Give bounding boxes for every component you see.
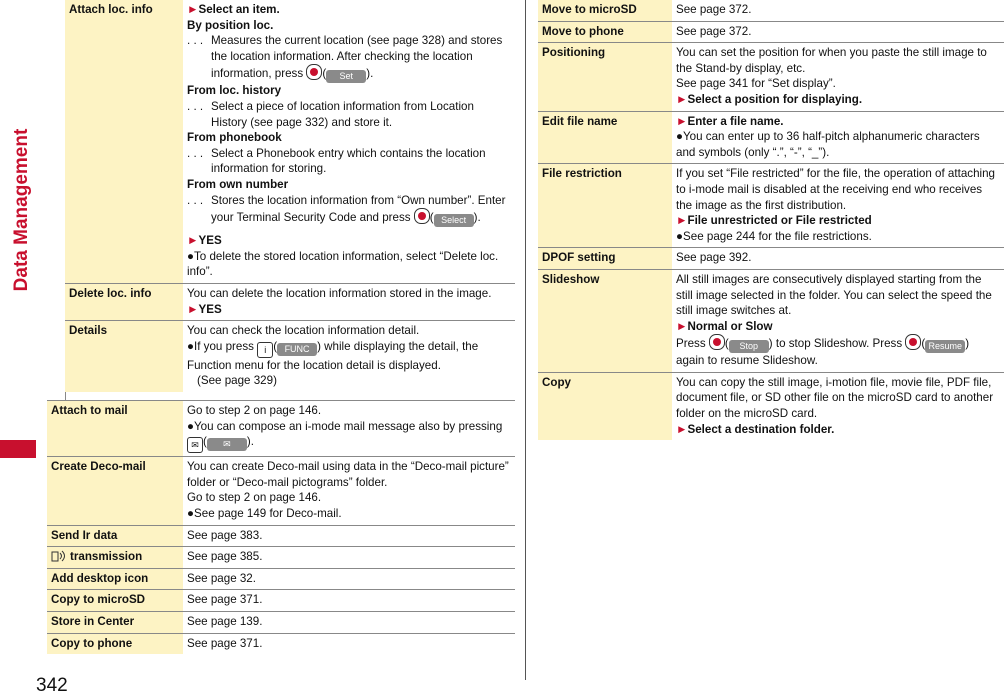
row-text: If you set “File restricted” for the file, the operation of attaching to i-mode mail is disabled at the receiving end who receives the image as the first distribution. — [676, 167, 995, 212]
row-text: All still images are consecutively displayed starting from the still image selected in the folder. You can select the speed the still image switches at. — [676, 272, 992, 318]
option-heading: By position loc. — [187, 18, 274, 32]
option-desc: Select a piece of location information from Location History (see page 332) and store it. — [211, 99, 474, 129]
row-text: Go to step 2 on page 146. — [187, 491, 322, 505]
table-row — [47, 401, 515, 457]
row-value: You can delete the location information stored in the image. ►YES — [183, 283, 515, 320]
note-text: See page 149 for Deco-mail. — [194, 506, 342, 520]
row-value: Go to step 2 on page 146. ●You can compose an i-mode mail message also by pressing ✉ ( ✉ ). — [183, 401, 515, 457]
row-key: Store in Center — [47, 611, 183, 633]
row-text: You can delete the location information stored in the image. — [187, 286, 492, 300]
note-text: You can enter up to 36 half-pitch alphanumeric characters and symbols (only “.”, “-”, “_”). — [676, 130, 980, 159]
table-row — [65, 0, 515, 283]
softkey-resume: Resume — [925, 340, 965, 353]
table-row — [47, 457, 515, 525]
row-key: Move to phone — [538, 21, 672, 43]
row-value: See page 32. — [183, 568, 515, 590]
row-key: Attach to mail — [47, 401, 183, 457]
row-value: You can copy the still image, i-motion file, movie file, PDF file, document file, or SD other file on the microSD card to another folder on the microSD card. ►Select a destination folder. — [672, 372, 1004, 440]
row-value: You can set the position for when you paste the still image to the Stand-by display, etc. See page 341 for “Set display”. ►Select a position for displaying. — [672, 43, 1004, 111]
mail-key-icon: ✉ — [187, 437, 203, 453]
row-text: Press — [676, 337, 706, 351]
row-key: Positioning — [538, 43, 672, 111]
row-key: Copy — [538, 372, 672, 440]
page-number: 342 — [36, 675, 68, 696]
row-value: See page 372. — [672, 21, 1004, 43]
row-key: Copy to microSD — [47, 590, 183, 612]
row-value: See page 371. — [187, 636, 263, 650]
option-heading: From phonebook — [187, 131, 282, 145]
row-text: See page 341 for “Set display”. — [676, 77, 836, 91]
softkey-select: Select — [434, 214, 474, 227]
table-row — [47, 633, 515, 654]
table-row — [47, 590, 515, 612]
row-key: Attach loc. info — [65, 0, 183, 283]
section-label: Data Management — [11, 128, 32, 292]
i-appli-key-icon: i — [257, 342, 273, 358]
row-text: You can copy the still image, i-motion file, movie file, PDF file, document file, or SD other file on the microSD card to another folder on the microSD card. — [676, 375, 994, 421]
softkey-mail: ✉ — [207, 438, 247, 451]
step-text: Select an item. — [198, 3, 280, 16]
row-text: Go to step 2 on page 146. — [187, 404, 322, 417]
table-row — [538, 164, 1004, 248]
row-key — [47, 547, 183, 569]
center-key-icon — [905, 334, 921, 350]
table-row — [538, 111, 1004, 164]
row-value: All still images are consecutively displayed starting from the still image selected in the folder. You can select the speed the still image switches at. ►Normal or Slow Press ( Stop ) to stop Slideshow. Press ( Resume ) again to resume Slideshow. — [672, 269, 1004, 372]
center-key-icon — [414, 208, 430, 224]
row-value: See page 392. — [672, 248, 1004, 270]
row-key: Send Ir data — [47, 525, 183, 547]
left-subtable — [65, 0, 515, 392]
step-text: File unrestricted or File restricted — [687, 214, 872, 228]
step-text: Select a destination folder. — [687, 422, 835, 436]
option-desc: Measures the current location (see page 328) and stores the location information. After checking the location information, press — [211, 34, 503, 81]
center-key-icon — [709, 334, 725, 350]
row-key: Create Deco-mail — [47, 457, 183, 525]
table-row — [538, 43, 1004, 111]
table-row — [538, 21, 1004, 43]
infrared-icon — [51, 550, 67, 562]
indent-guide — [47, 0, 66, 400]
note-text: while displaying the detail, the Function menu for the location detail is displayed. — [187, 339, 479, 372]
row-value: See page 383. — [183, 525, 515, 547]
table-row — [47, 525, 515, 547]
side-tab — [0, 0, 36, 460]
table-row — [65, 321, 515, 392]
table-row — [65, 283, 515, 320]
table-row — [47, 568, 515, 590]
option-heading: From own number — [187, 177, 289, 191]
step-text: YES — [198, 234, 222, 248]
table-row — [47, 611, 515, 633]
row-key: Delete loc. info — [65, 283, 183, 320]
left-main-table — [47, 400, 515, 654]
row-key: Slideshow — [538, 269, 672, 372]
row-text: to stop Slideshow. Press — [775, 337, 903, 351]
row-value: If you set “File restricted” for the file, the operation of attaching to i-mode mail is disabled at the receiving end who receives the image as the first distribution. ►File unrestricted or File restricted ●See page 244 for the file restrictions. — [672, 164, 1004, 248]
row-value: See page 371. — [183, 590, 515, 612]
row-text: You can check the location information detail. — [187, 324, 420, 338]
row-key: DPOF setting — [538, 248, 672, 270]
row-key: File restriction — [538, 164, 672, 248]
row-value: You can create Deco-mail using data in the “Deco-mail picture” folder or “Deco-mail pictograms” folder. Go to step 2 on page 146. ●See page 149 for Deco-mail. — [183, 457, 515, 525]
step-text: Select a position for displaying. — [687, 92, 863, 106]
option-heading: From loc. history — [187, 84, 282, 98]
softkey-stop: Stop — [729, 340, 769, 353]
row-key: Add desktop icon — [47, 568, 183, 590]
row-text: again to resume Slideshow. — [676, 354, 818, 368]
row-value: See page 385. — [183, 547, 515, 569]
row-text: You can set the position for when you paste the still image to the Stand-by display, etc. — [676, 46, 987, 75]
note-text: You can compose an i-mode mail message also by pressing — [194, 419, 503, 433]
option-desc: Stores the location information from “Own number”. Enter your Terminal Security Code and press — [211, 193, 506, 225]
side-tab-marker — [0, 440, 36, 458]
right-table — [538, 0, 1004, 440]
row-key: Edit file name — [538, 111, 672, 164]
column-divider — [525, 0, 526, 680]
step-text: YES — [198, 302, 222, 316]
center-key-icon — [306, 64, 322, 80]
table-row — [47, 547, 515, 569]
option-desc: Select a Phonebook entry which contains the location information for storing. — [211, 146, 486, 176]
note-text: (See page 329) — [197, 374, 277, 388]
step-text: Normal or Slow — [687, 319, 773, 333]
table-row — [538, 248, 1004, 270]
row-key: Copy to phone — [47, 633, 183, 654]
row-value: See page 139. — [183, 611, 515, 633]
row-text: You can create Deco-mail using data in the “Deco-mail picture” folder or “Deco-mail pictograms” folder. — [187, 460, 509, 489]
softkey-set: Set — [326, 70, 366, 83]
note-text: See page 244 for the file restrictions. — [683, 229, 872, 243]
row-value: ►Enter a file name. ●You can enter up to 36 half-pitch alphanumeric characters and symbols (only “.”, “-”, “_”). — [672, 111, 1004, 164]
step-text: Enter a file name. — [687, 114, 784, 128]
row-value: You can check the location information detail. ●If you press i ( FUNC ) while displaying the detail, the Function menu for the location detail is displayed. (See page 329) — [183, 321, 515, 392]
row-key: Details — [65, 321, 183, 392]
note-text: To delete the stored location information, select “Delete loc. info”. — [187, 249, 499, 279]
row-key-label: transmission — [70, 550, 143, 564]
note-text: If you press — [194, 339, 254, 353]
table-row — [538, 372, 1004, 440]
table-row — [538, 269, 1004, 372]
table-row — [538, 0, 1004, 21]
softkey-func: FUNC — [277, 343, 317, 356]
row-value: See page 372. — [672, 0, 1004, 21]
row-value: ►Select an item. By position loc. . . . Measures the current location (see page 328) and stores the location information. After checking the location information, press ( Set ). From loc. history . . . Select a piece of location information from Location History (see page 332) and store it. From phonebook . . . Select a Phonebook entry which contains the location information for storing. From own number . . . Stores the location information from “Own number”. Enter your Terminal Security Code and press ( Select ). ►YES ●To delete the stored location information, select “Delete loc. info”. — [183, 0, 515, 283]
row-key: Move to microSD — [538, 0, 672, 21]
